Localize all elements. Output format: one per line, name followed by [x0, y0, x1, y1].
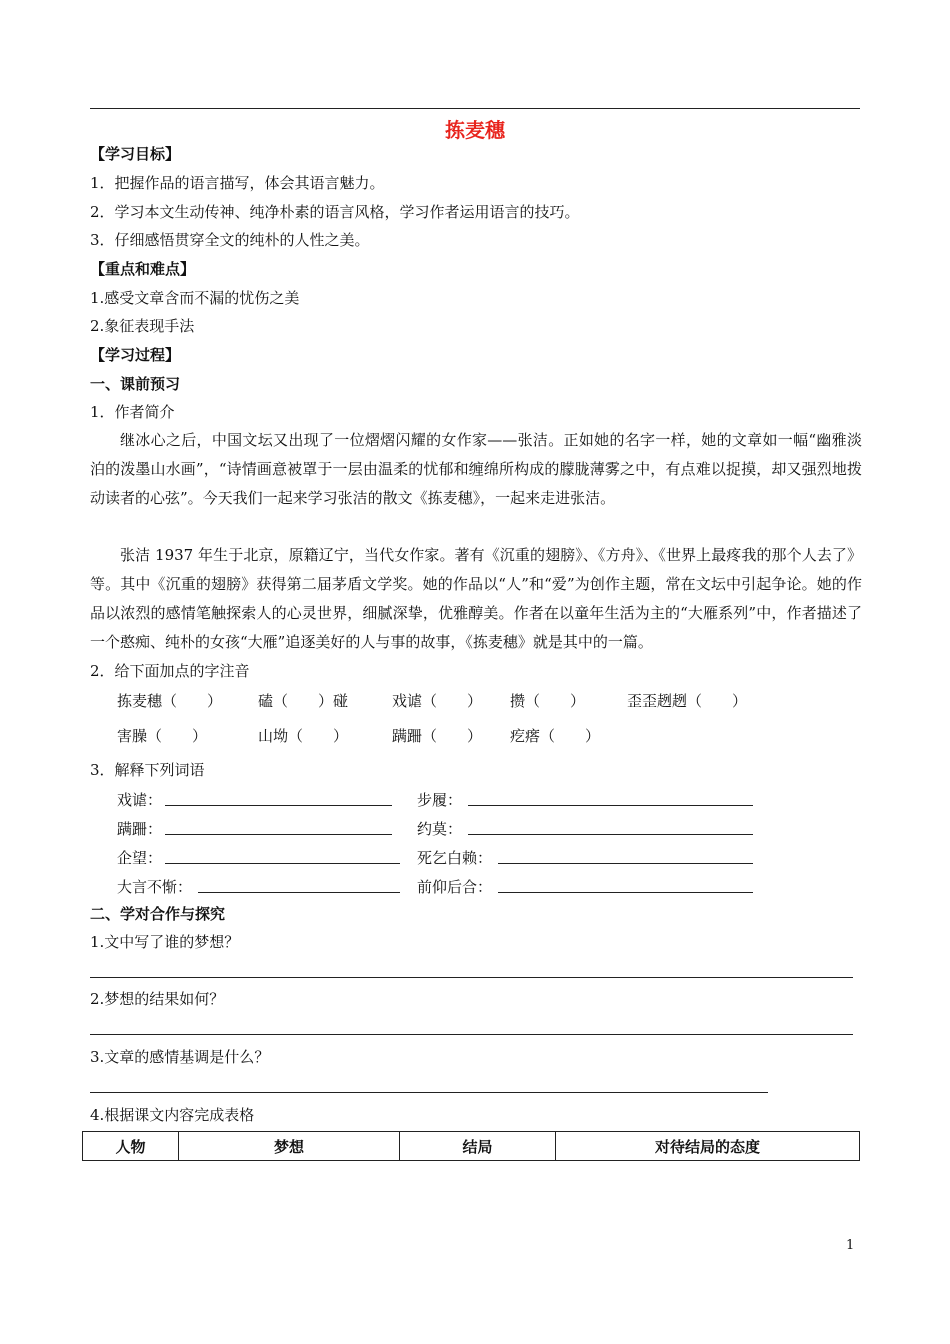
- pinyin-item: 戏谑（ ）: [392, 692, 483, 710]
- preview-heading: 一、课前预习: [90, 375, 181, 393]
- question-item: 2.梦想的结果如何？: [90, 990, 225, 1008]
- goal-item: 1．把握作品的语言描写，体会其语言魅力。: [90, 174, 385, 192]
- keypoint-item: 2.象征表现手法: [90, 317, 195, 335]
- answer-blank[interactable]: [198, 892, 400, 893]
- word-label: 蹒跚：: [117, 820, 163, 838]
- words-heading: 3．解释下列词语: [90, 761, 205, 779]
- process-heading: 【学习过程】: [90, 346, 181, 364]
- coop-heading: 二、学对合作与探究: [90, 905, 226, 923]
- keypoint-item: 1.感受文章含而不漏的忧伤之美: [90, 289, 300, 307]
- word-label: 大言不惭：: [117, 878, 193, 896]
- answer-blank[interactable]: [165, 805, 392, 806]
- table-row: [83, 1132, 860, 1161]
- pinyin-item: 磕（ ）碰: [258, 692, 349, 710]
- answer-blank[interactable]: [165, 863, 400, 864]
- pinyin-item: 拣麦穗（ ）: [117, 692, 223, 710]
- author-paragraph-2: 张洁 1937 年生于北京，原籍辽宁，当代女作家。著有《沉重的翅膀》、《方舟》、《世界上最疼我的那个人去了》等。其中《沉重的翅膀》获得第二届茅盾文学奖。她的作品以“人”和“爱”为创作主题，常在文坛中引起争论。她的作品以浓烈的感情笔触探索人的心灵世界，细腻深挚，优雅醇美。作者在以童年生活为主的“大雁系列”中，作者描述了一个憨痴、纯朴的女孩“大雁”追逐美好的人与事的故事，《拣麦穗》就是其中的一篇。: [90, 546, 862, 651]
- table-header-cell: 梦想: [179, 1132, 400, 1161]
- answer-line[interactable]: [90, 977, 853, 978]
- answer-blank[interactable]: [498, 892, 753, 893]
- pinyin-item: 歪歪趔趔（ ）: [627, 692, 748, 710]
- pinyin-item: 疙瘩（ ）: [510, 727, 601, 745]
- question-item: 1.文中写了谁的梦想？: [90, 933, 240, 951]
- table-header-cell: 对待结局的态度: [556, 1132, 860, 1161]
- word-label: 前仰后合：: [417, 878, 493, 896]
- question-item: 3.文章的感情基调是什么？: [90, 1048, 270, 1066]
- pinyin-item: 攒（ ）: [510, 692, 586, 710]
- word-label: 死乞白赖：: [417, 849, 493, 867]
- answer-blank[interactable]: [468, 805, 753, 806]
- answer-blank[interactable]: [498, 863, 753, 864]
- question-item: 4.根据课文内容完成表格: [90, 1106, 255, 1124]
- pinyin-item: 蹒跚（ ）: [392, 727, 483, 745]
- author-paragraph-1: 继冰心之后，中国文坛又出现了一位熠熠闪耀的女作家——张洁。正如她的名字一样，她的文章如一幅“幽雅淡泊的泼墨山水画”，“诗情画意被罩于一层由温柔的忧郁和缠绵所构成的朦胧薄雾之中，有点难以捉摸，却又强烈地拨动读者的心弦”。今天我们一起来学习张洁的散文《拣麦穗》，一起来走进张洁。: [90, 431, 862, 507]
- header-rule: [90, 108, 860, 109]
- page-title: 拣麦穗: [445, 118, 505, 142]
- pinyin-item: 害臊（ ）: [117, 727, 208, 745]
- goal-item: 2．学习本文生动传神、纯净朴素的语言风格，学习作者运用语言的技巧。: [90, 203, 580, 221]
- author-heading: 1．作者简介: [90, 403, 175, 421]
- summary-table: [82, 1131, 860, 1161]
- word-label: 步履：: [417, 791, 463, 809]
- answer-blank[interactable]: [468, 834, 753, 835]
- keypoints-heading: 【重点和难点】: [90, 260, 196, 278]
- pinyin-heading: 2．给下面加点的字注音: [90, 662, 250, 680]
- word-label: 戏谑：: [117, 791, 163, 809]
- word-label: 企望：: [117, 849, 163, 867]
- table-header-cell: 结局: [400, 1132, 556, 1161]
- answer-blank[interactable]: [165, 834, 392, 835]
- pinyin-item: 山坳（ ）: [258, 727, 349, 745]
- goals-heading: 【学习目标】: [90, 145, 181, 163]
- table-header-cell: 人物: [83, 1132, 179, 1161]
- answer-line[interactable]: [90, 1092, 768, 1093]
- answer-line[interactable]: [90, 1034, 853, 1035]
- goal-item: 3．仔细感悟贯穿全文的纯朴的人性之美。: [90, 231, 370, 249]
- page-number: 1: [846, 1238, 855, 1253]
- word-label: 约莫：: [417, 820, 463, 838]
